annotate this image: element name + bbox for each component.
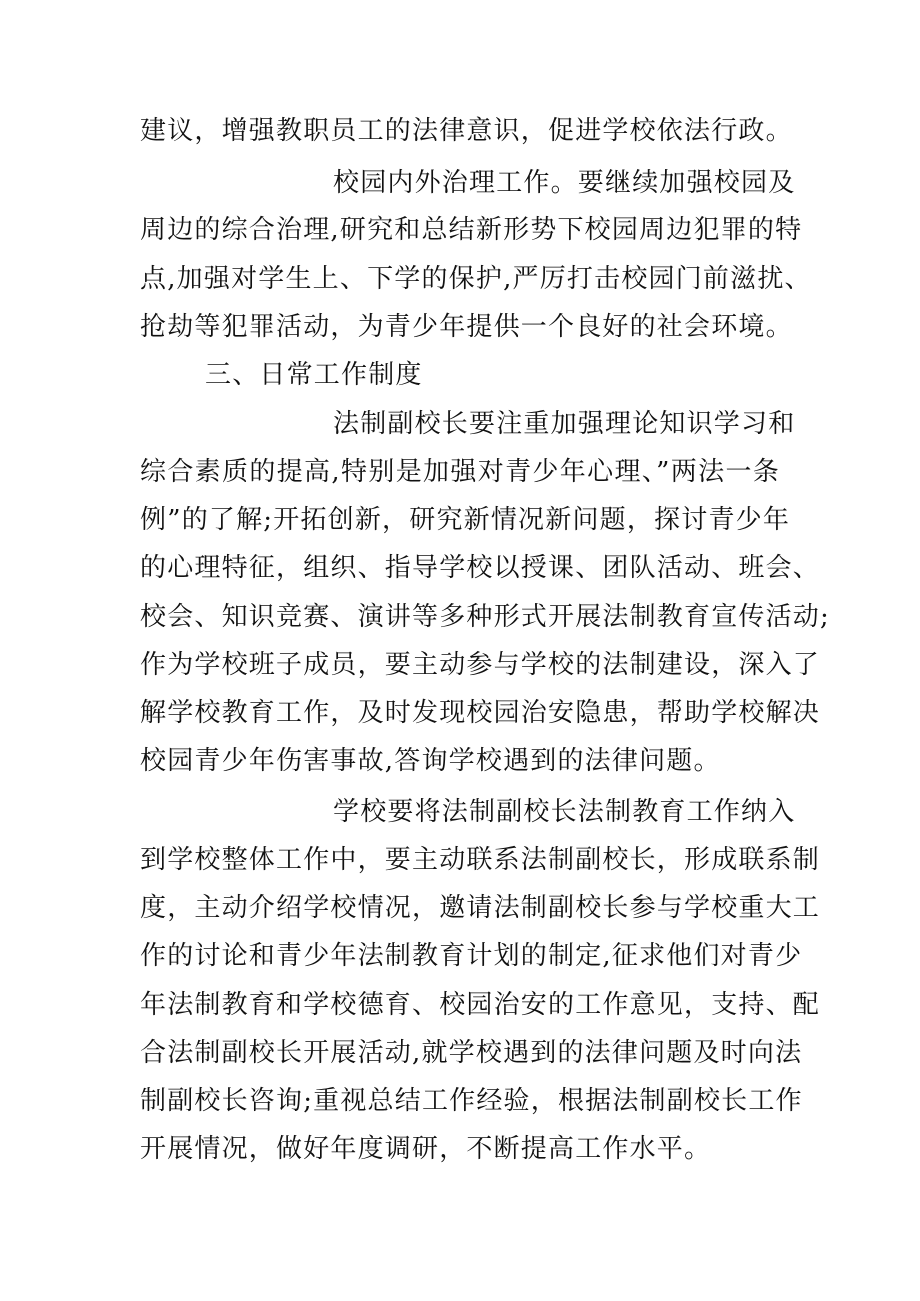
paragraph-line: 到学校整体工作中，要主动联系法制副校长，形成联系制 (140, 845, 821, 875)
paragraph-line: 综合素质的提高,特别是加强对青少年心理、”两法一条 (140, 457, 780, 487)
paragraph-line: 校园内外治理工作。要继续加强校园及 (333, 168, 796, 198)
paragraph-line: 年法制教育和学校德育、校园治安的工作意见，支持、配 (140, 990, 821, 1020)
paragraph-line: 解学校教育工作，及时发现校园治安隐患，帮助学校解决 (140, 698, 821, 728)
paragraph-line: 制副校长咨询;重视总结工作经验，根据法制副校长工作 (140, 1086, 803, 1116)
paragraph-line: 度，主动介绍学校情况，邀请法制副校长参与学校重大工 (140, 893, 821, 923)
paragraph-line: 点,加强对学生上、下学的保护,严厉打击校园门前滋扰、 (140, 264, 812, 294)
paragraph-line: 校园青少年伤害事故,答询学校遇到的法律问题。 (140, 746, 721, 776)
paragraph-line: 学校要将法制副校长法制教育工作纳入 (333, 797, 796, 827)
paragraph-line: 周边的综合治理,研究和总结新形势下校园周边犯罪的特 (140, 215, 803, 245)
paragraph-line: 抢劫等犯罪活动，为青少年提供一个良好的社会环境。 (140, 312, 793, 342)
paragraph-line: 的心理特征，组织、指导学校以授课、团队活动、班会、 (140, 553, 821, 583)
paragraph-line: 开展情况，做好年度调研，不断提高工作水平。 (140, 1134, 712, 1164)
paragraph-line: 建议，增强教职员工的法律意识，促进学校依法行政。 (140, 116, 793, 146)
paragraph-line: 合法制副校长开展活动,就学校遇到的法律问题及时向法 (140, 1038, 803, 1068)
paragraph-line: 例”的了解;开拓创新，研究新情况新问题，探讨青少年 (140, 505, 791, 535)
paragraph-line: 校会、知识竞赛、演讲等多种形式开展法制教育宣传活动; (140, 602, 830, 632)
paragraph-line: 法制副校长要注重加强理论知识学习和 (333, 409, 796, 439)
section-heading: 三、日常工作制度 (205, 360, 423, 390)
paragraph-line: 作的讨论和青少年法制教育计划的制定,征求他们对青少 (140, 941, 803, 971)
paragraph-line: 作为学校班子成员，要主动参与学校的法制建设，深入了 (140, 650, 821, 680)
